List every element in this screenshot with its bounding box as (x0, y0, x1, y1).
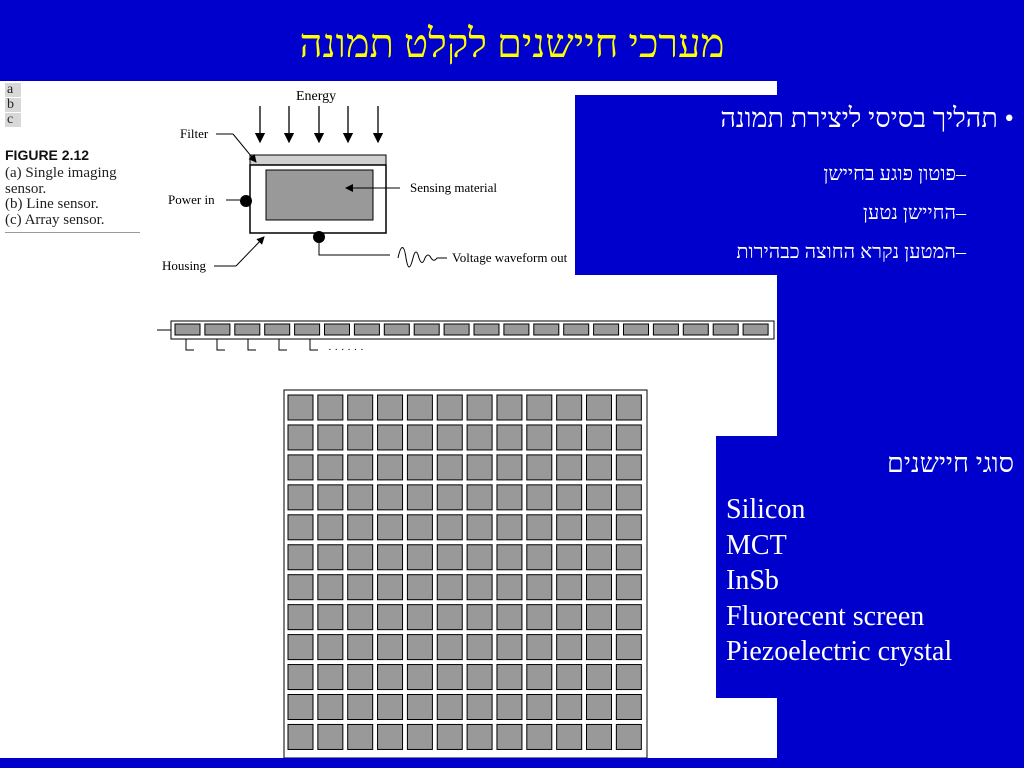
array-sensor-cell (557, 695, 582, 720)
array-sensor-cell (437, 575, 462, 600)
sensing-material-label: Sensing material (410, 180, 498, 195)
array-sensor-cell (587, 425, 612, 450)
array-sensor-cell (557, 635, 582, 660)
array-sensor-cell (288, 724, 313, 749)
array-sensor-cell (318, 605, 343, 630)
line-sensor-cell (325, 324, 350, 335)
array-sensor-cell (318, 515, 343, 540)
array-sensor-cell (437, 695, 462, 720)
array-sensor-cell (497, 665, 522, 690)
figure-title: FIGURE 2.12 (5, 147, 90, 163)
process-sub-bullet: –החיישן נטען (862, 202, 966, 224)
array-sensor-cell (557, 395, 582, 420)
array-sensor-cell (348, 425, 373, 450)
array-sensor-cell (616, 724, 641, 749)
array-sensor-cell (527, 425, 552, 450)
array-sensor-cell (557, 575, 582, 600)
array-sensor-cell (467, 485, 492, 510)
filter-label: Filter (180, 126, 209, 141)
line-sensor-cell (175, 324, 200, 335)
array-sensor-cell (587, 695, 612, 720)
line-sensor-cell (713, 324, 738, 335)
array-sensor-figure (284, 390, 647, 758)
sensor-types-heading: סוגי חיישנים (887, 448, 1014, 478)
sensor-types-list (726, 492, 952, 670)
caption-line: (c) Array sensor. (5, 211, 105, 228)
array-sensor-cell (318, 635, 343, 660)
array-sensor-cell (587, 515, 612, 540)
array-sensor-cell (318, 545, 343, 570)
line-sensor-cell (205, 324, 230, 335)
array-sensor-cell (527, 545, 552, 570)
array-sensor-cell (587, 575, 612, 600)
array-sensor-cell (407, 575, 432, 600)
power-in-label: Power in (168, 192, 215, 207)
line-sensor-cell (295, 324, 320, 335)
array-sensor-cell (288, 695, 313, 720)
array-sensor-cell (557, 545, 582, 570)
line-sensor-cell (534, 324, 559, 335)
array-sensor-cell (318, 724, 343, 749)
line-sensor-cell (743, 324, 768, 335)
array-sensor-cell (527, 695, 552, 720)
array-sensor-cell (616, 635, 641, 660)
line-sensor-tap (248, 339, 256, 350)
array-sensor-cell (437, 665, 462, 690)
array-sensor-cell (497, 425, 522, 450)
array-sensor-cell (378, 724, 403, 749)
array-sensor-cell (288, 575, 313, 600)
slide-title: מערכי חיישנים לקלט תמונה (299, 21, 725, 66)
array-sensor-cell (527, 724, 552, 749)
array-sensor-cell (467, 605, 492, 630)
array-sensor-cell (497, 545, 522, 570)
array-sensor-cell (288, 515, 313, 540)
line-sensor-cell (384, 324, 409, 335)
array-sensor-cell (318, 665, 343, 690)
array-sensor-cell (616, 575, 641, 600)
array-sensor-cell (407, 724, 432, 749)
array-sensor-cell (557, 485, 582, 510)
array-sensor-cell (437, 395, 462, 420)
array-sensor-cell (467, 545, 492, 570)
caption-line: sensor. (5, 180, 47, 197)
process-sub-bullet: –המטען נקרא החוצה כבהירות (736, 241, 966, 263)
array-sensor-cell (407, 635, 432, 660)
array-sensor-cell (467, 695, 492, 720)
array-sensor-cell (348, 485, 373, 510)
array-sensor-cell (497, 575, 522, 600)
array-sensor-cell (348, 635, 373, 660)
sensor-type-item: Piezoelectric crystal (726, 636, 953, 667)
array-sensor-cell (437, 545, 462, 570)
panel-letter-b: b (5, 98, 21, 112)
array-sensor-cell (497, 455, 522, 480)
sensor-type-item: MCT (726, 529, 787, 561)
array-sensor-cell (437, 485, 462, 510)
line-sensor-tap (310, 339, 318, 350)
array-sensor-cell (557, 425, 582, 450)
array-sensor-cell (407, 605, 432, 630)
caption-line: (b) Line sensor. (5, 196, 99, 212)
array-sensor-cell (348, 724, 373, 749)
array-sensor-cell (497, 695, 522, 720)
array-sensor-cell (318, 395, 343, 420)
array-sensor-cell (587, 665, 612, 690)
array-sensor-cell (587, 635, 612, 660)
array-sensor-cell (467, 455, 492, 480)
array-sensor-cell (407, 455, 432, 480)
line-sensor-cell (444, 324, 469, 335)
panel-letter-c: c (5, 113, 21, 127)
array-sensor-cell (527, 665, 552, 690)
line-sensor-cell (594, 324, 619, 335)
line-sensor-cell (683, 324, 708, 335)
array-sensor-cell (557, 605, 582, 630)
array-sensor-cell (348, 695, 373, 720)
process-bullet-main: • תהליך בסיסי ליצירת תמונה (720, 103, 1014, 133)
array-sensor-cell (318, 485, 343, 510)
array-sensor-cell (587, 605, 612, 630)
array-sensor-cell (527, 605, 552, 630)
array-sensor-cell (288, 455, 313, 480)
array-sensor-cell (587, 455, 612, 480)
array-sensor-cell (587, 485, 612, 510)
array-sensor-cell (348, 455, 373, 480)
array-sensor-cell (378, 605, 403, 630)
array-sensor-cell (497, 515, 522, 540)
voltage-waveform-label: Voltage waveform out (452, 250, 568, 265)
array-sensor-cell (437, 425, 462, 450)
array-sensor-cell (378, 425, 403, 450)
array-sensor-cell (348, 575, 373, 600)
array-sensor-cell (407, 665, 432, 690)
array-sensor-cell (348, 665, 373, 690)
array-sensor-cell (467, 724, 492, 749)
line-sensor-cell (265, 324, 290, 335)
array-sensor-cell (467, 635, 492, 660)
array-sensor-cell (407, 395, 432, 420)
line-sensor-figure (157, 321, 774, 356)
array-sensor-cell (467, 575, 492, 600)
array-sensor-cell (318, 695, 343, 720)
housing-label: Housing (162, 258, 207, 273)
array-sensor-cell (378, 575, 403, 600)
array-sensor-cell (288, 425, 313, 450)
array-sensor-cell (616, 665, 641, 690)
array-sensor-cell (348, 515, 373, 540)
array-sensor-cell (616, 455, 641, 480)
array-sensor-cell (467, 665, 492, 690)
array-sensor-cell (467, 425, 492, 450)
array-sensor-cell (378, 395, 403, 420)
array-sensor-cell (497, 724, 522, 749)
array-sensor-cell (616, 425, 641, 450)
array-sensor-cell (527, 395, 552, 420)
array-sensor-cell (318, 425, 343, 450)
array-sensor-cell (527, 485, 552, 510)
array-sensor-cell (288, 395, 313, 420)
voltage-waveform (398, 248, 447, 268)
array-sensor-cell (527, 635, 552, 660)
line-sensor-tap (279, 339, 287, 350)
line-sensor-cell (564, 324, 589, 335)
sensing-material (266, 170, 373, 220)
array-sensor-cell (497, 485, 522, 510)
array-sensor-cell (587, 545, 612, 570)
array-sensor-cell (437, 605, 462, 630)
array-sensor-cell (437, 724, 462, 749)
array-sensor-cell (557, 455, 582, 480)
array-sensor-cell (348, 605, 373, 630)
sensor-type-item: Silicon (726, 494, 806, 525)
array-sensor-cell (378, 545, 403, 570)
array-sensor-cell (407, 695, 432, 720)
array-sensor-cell (557, 724, 582, 749)
single-sensor-figure (162, 89, 568, 273)
array-sensor-cell (288, 605, 313, 630)
line-sensor-cell (624, 324, 649, 335)
array-sensor-cell (288, 635, 313, 660)
array-sensor-cell (437, 635, 462, 660)
array-sensor-cell (348, 395, 373, 420)
array-sensor-cell (616, 605, 641, 630)
array-sensor-cell (616, 485, 641, 510)
array-sensor-cell (467, 395, 492, 420)
array-sensor-cell (616, 515, 641, 540)
array-sensor-cell (378, 665, 403, 690)
array-sensor-cell (378, 485, 403, 510)
sensor-type-item: Fluorecent screen (726, 600, 925, 632)
energy-label: Energy (296, 89, 337, 104)
line-sensor-ellipsis: · · · · · · (328, 344, 364, 356)
array-sensor-cell (288, 665, 313, 690)
array-sensor-cell (527, 575, 552, 600)
array-sensor-cell (437, 455, 462, 480)
array-sensor-cell (378, 455, 403, 480)
line-sensor-cell (235, 324, 260, 335)
energy-arrows (260, 106, 378, 142)
array-sensor-cell (616, 545, 641, 570)
output-connector (313, 231, 325, 243)
power-connector (240, 195, 252, 207)
array-sensor-cell (497, 395, 522, 420)
panel-letter-a: a (5, 83, 21, 97)
line-sensor-cell (474, 324, 499, 335)
array-sensor-cell (497, 605, 522, 630)
array-sensor-cell (467, 515, 492, 540)
figure-caption (5, 166, 140, 233)
line-sensor-cell (504, 324, 529, 335)
array-sensor-cell (378, 695, 403, 720)
array-sensor-cell (407, 545, 432, 570)
line-sensor-tap (186, 339, 194, 350)
process-sub-bullet: –פוטון פוגע בחיישן (823, 163, 966, 185)
array-sensor-cell (378, 515, 403, 540)
line-sensor-cell (354, 324, 379, 335)
array-sensor-cell (587, 395, 612, 420)
array-sensor-cell (587, 724, 612, 749)
array-sensor-cell (348, 545, 373, 570)
array-sensor-cell (407, 485, 432, 510)
array-sensor-cell (557, 515, 582, 540)
process-bullets-box (575, 95, 1024, 275)
filter-layer (250, 155, 386, 165)
sensor-type-item: InSb (726, 565, 779, 596)
array-sensor-cell (288, 485, 313, 510)
line-sensor-cell (653, 324, 678, 335)
array-sensor-cell (407, 425, 432, 450)
array-sensor-cell (288, 545, 313, 570)
array-sensor-cell (527, 455, 552, 480)
figure-panel-letters (5, 83, 21, 128)
line-sensor-cell (414, 324, 439, 335)
caption-line: (a) Single imaging (5, 165, 117, 181)
array-sensor-cell (557, 665, 582, 690)
array-sensor-cell (437, 515, 462, 540)
array-sensor-cell (378, 635, 403, 660)
array-sensor-cell (527, 515, 552, 540)
line-sensor-taps (186, 339, 318, 350)
array-sensor-cell (318, 455, 343, 480)
sensor-types-box (716, 436, 1024, 698)
array-sensor-cell (616, 395, 641, 420)
array-sensor-cell (318, 575, 343, 600)
array-sensor-cell (616, 695, 641, 720)
array-sensor-cell (407, 515, 432, 540)
array-sensor-cell (497, 635, 522, 660)
line-sensor-tap (217, 339, 225, 350)
